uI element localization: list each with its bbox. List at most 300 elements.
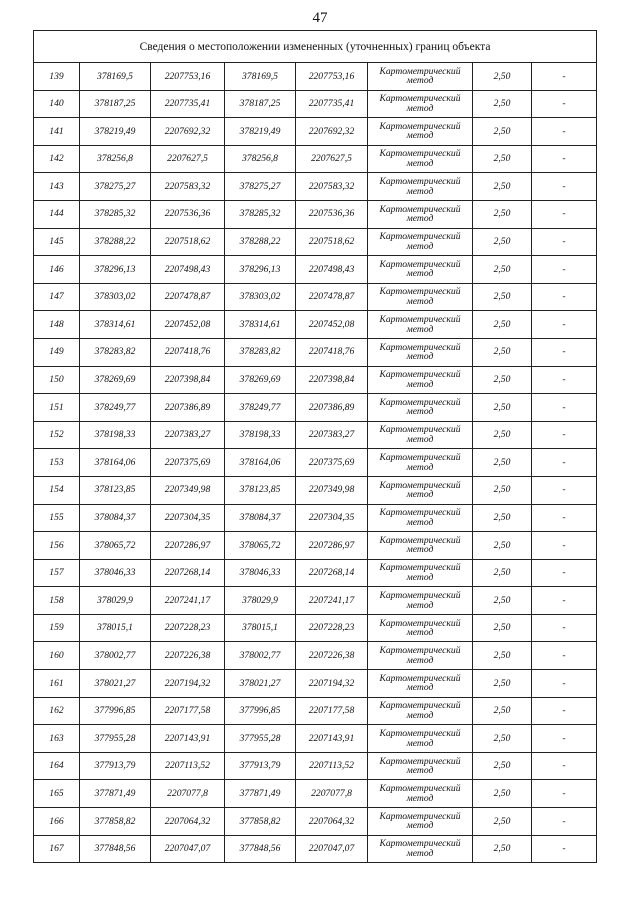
- refined-x: 378015,1: [225, 614, 296, 642]
- existing-x: 377996,85: [80, 697, 151, 725]
- refined-y: 2207383,27: [296, 421, 368, 449]
- refined-x: 378249,77: [225, 394, 296, 422]
- existing-y: 2207753,16: [151, 63, 225, 91]
- refined-x: 378198,33: [225, 421, 296, 449]
- refined-y: 2207418,76: [296, 338, 368, 366]
- method-cell: [368, 283, 473, 311]
- existing-y: 2207064,32: [151, 808, 225, 836]
- existing-y: 2207177,58: [151, 697, 225, 725]
- refined-y: 2207047,07: [296, 835, 368, 863]
- method-line-1: Картометрический: [379, 727, 461, 739]
- method-cell: [368, 449, 473, 477]
- refined-x: 377858,82: [225, 808, 296, 836]
- table-row: [34, 504, 597, 532]
- refined-y: 2207143,91: [296, 725, 368, 753]
- point-number: 163: [34, 725, 80, 753]
- refined-y: 2207064,32: [296, 808, 368, 836]
- existing-x: 378015,1: [80, 614, 151, 642]
- point-number: 139: [34, 63, 80, 91]
- method-line-2: метод: [406, 847, 434, 859]
- existing-x: 378021,27: [80, 670, 151, 698]
- point-number: 150: [34, 366, 80, 394]
- method-line-1: Картометрический: [379, 231, 461, 243]
- accuracy-mt: 2,50: [473, 476, 532, 504]
- existing-y: 2207228,23: [151, 614, 225, 642]
- refined-x: 378256,8: [225, 145, 296, 173]
- method-cell: [368, 228, 473, 256]
- method-cell: [368, 835, 473, 863]
- boundary-table: [33, 30, 597, 863]
- refined-x: 378021,27: [225, 670, 296, 698]
- method-line-2: метод: [406, 682, 434, 694]
- method-line-1: Картометрический: [379, 838, 461, 850]
- point-description: -: [532, 228, 597, 256]
- refined-x: 377848,56: [225, 835, 296, 863]
- point-description: -: [532, 394, 597, 422]
- refined-x: 378314,61: [225, 311, 296, 339]
- method-cell: [368, 256, 473, 284]
- accuracy-mt: 2,50: [473, 725, 532, 753]
- method-line-2: метод: [406, 406, 434, 418]
- table-row: [34, 670, 597, 698]
- existing-y: 2207268,14: [151, 559, 225, 587]
- refined-y: 2207241,17: [296, 587, 368, 615]
- existing-x: 378084,37: [80, 504, 151, 532]
- method-line-1: Картометрический: [379, 479, 461, 491]
- method-line-2: метод: [406, 323, 434, 335]
- refined-x: 378283,82: [225, 338, 296, 366]
- point-number: 141: [34, 118, 80, 146]
- existing-x: 378256,8: [80, 145, 151, 173]
- point-description: -: [532, 366, 597, 394]
- refined-y: 2207077,8: [296, 780, 368, 808]
- accuracy-mt: 2,50: [473, 670, 532, 698]
- existing-x: 378164,06: [80, 449, 151, 477]
- refined-y: 2207753,16: [296, 63, 368, 91]
- existing-y: 2207418,76: [151, 338, 225, 366]
- refined-y: 2207375,69: [296, 449, 368, 477]
- accuracy-mt: 2,50: [473, 642, 532, 670]
- point-number: 160: [34, 642, 80, 670]
- table-row: [34, 449, 597, 477]
- existing-y: 2207398,84: [151, 366, 225, 394]
- accuracy-mt: 2,50: [473, 228, 532, 256]
- refined-x: 378296,13: [225, 256, 296, 284]
- method-cell: [368, 311, 473, 339]
- point-number: 147: [34, 283, 80, 311]
- point-number: 155: [34, 504, 80, 532]
- method-line-2: метод: [406, 296, 434, 308]
- refined-y: 2207583,32: [296, 173, 368, 201]
- method-cell: [368, 670, 473, 698]
- method-cell: [368, 642, 473, 670]
- method-line-1: Картометрический: [379, 176, 461, 188]
- existing-x: 378249,77: [80, 394, 151, 422]
- point-description: -: [532, 118, 597, 146]
- refined-x: 377913,79: [225, 752, 296, 780]
- refined-y: 2207627,5: [296, 145, 368, 173]
- table-row: [34, 90, 597, 118]
- existing-x: 378314,61: [80, 311, 151, 339]
- accuracy-mt: 2,50: [473, 283, 532, 311]
- existing-y: 2207452,08: [151, 311, 225, 339]
- method-line-1: Картометрический: [379, 589, 461, 601]
- existing-y: 2207241,17: [151, 587, 225, 615]
- existing-x: 378046,33: [80, 559, 151, 587]
- method-line-1: Картометрический: [379, 700, 461, 712]
- method-cell: [368, 808, 473, 836]
- refined-x: 377871,49: [225, 780, 296, 808]
- existing-x: 378169,5: [80, 63, 151, 91]
- method-line-2: метод: [406, 268, 434, 280]
- existing-y: 2207286,97: [151, 532, 225, 560]
- method-line-2: метод: [406, 792, 434, 804]
- table-row: [34, 366, 597, 394]
- method-line-1: Картометрический: [379, 396, 461, 408]
- refined-x: 378269,69: [225, 366, 296, 394]
- existing-x: 378187,25: [80, 90, 151, 118]
- point-number: 164: [34, 752, 80, 780]
- accuracy-mt: 2,50: [473, 780, 532, 808]
- method-cell: [368, 145, 473, 173]
- point-description: -: [532, 670, 597, 698]
- existing-y: 2207077,8: [151, 780, 225, 808]
- point-number: 161: [34, 670, 80, 698]
- table-row: [34, 725, 597, 753]
- method-cell: [368, 476, 473, 504]
- point-description: -: [532, 145, 597, 173]
- accuracy-mt: 2,50: [473, 90, 532, 118]
- refined-y: 2207226,38: [296, 642, 368, 670]
- point-description: -: [532, 532, 597, 560]
- point-description: -: [532, 283, 597, 311]
- method-line-1: Картометрический: [379, 120, 461, 132]
- method-line-1: Картометрический: [379, 341, 461, 353]
- method-line-1: Картометрический: [379, 65, 461, 77]
- existing-x: 378123,85: [80, 476, 151, 504]
- refined-x: 378275,27: [225, 173, 296, 201]
- refined-y: 2207177,58: [296, 697, 368, 725]
- method-cell: [368, 559, 473, 587]
- table-row: [34, 421, 597, 449]
- point-number: 149: [34, 338, 80, 366]
- table-row: [34, 532, 597, 560]
- existing-x: 378219,49: [80, 118, 151, 146]
- accuracy-mt: 2,50: [473, 394, 532, 422]
- accuracy-mt: 2,50: [473, 338, 532, 366]
- point-description: -: [532, 697, 597, 725]
- method-line-2: метод: [406, 516, 434, 528]
- existing-y: 2207375,69: [151, 449, 225, 477]
- accuracy-mt: 2,50: [473, 504, 532, 532]
- table-row: [34, 587, 597, 615]
- method-line-1: Картометрический: [379, 424, 461, 436]
- method-line-2: метод: [406, 544, 434, 556]
- method-line-1: Картометрический: [379, 562, 461, 574]
- existing-x: 378198,33: [80, 421, 151, 449]
- table-row: [34, 283, 597, 311]
- table-row: [34, 642, 597, 670]
- table-title: Сведения о местоположении измененных (уточненных) границ объекта: [34, 31, 597, 63]
- method-cell: [368, 394, 473, 422]
- accuracy-mt: 2,50: [473, 587, 532, 615]
- method-line-2: метод: [406, 130, 434, 142]
- method-line-2: метод: [406, 765, 434, 777]
- refined-x: 378002,77: [225, 642, 296, 670]
- point-description: -: [532, 642, 597, 670]
- accuracy-mt: 2,50: [473, 421, 532, 449]
- accuracy-mt: 2,50: [473, 559, 532, 587]
- point-description: -: [532, 835, 597, 863]
- table-row: [34, 780, 597, 808]
- existing-x: 378303,02: [80, 283, 151, 311]
- point-number: 146: [34, 256, 80, 284]
- method-cell: [368, 421, 473, 449]
- method-line-1: Картометрический: [379, 534, 461, 546]
- method-line-1: Картометрический: [379, 672, 461, 684]
- existing-x: 377913,79: [80, 752, 151, 780]
- accuracy-mt: 2,50: [473, 63, 532, 91]
- method-line-1: Картометрический: [379, 783, 461, 795]
- table-row: [34, 835, 597, 863]
- point-number: 148: [34, 311, 80, 339]
- existing-y: 2207383,27: [151, 421, 225, 449]
- point-number: 157: [34, 559, 80, 587]
- method-line-2: метод: [406, 102, 434, 114]
- refined-y: 2207498,43: [296, 256, 368, 284]
- accuracy-mt: 2,50: [473, 173, 532, 201]
- refined-x: 377955,28: [225, 725, 296, 753]
- existing-y: 2207304,35: [151, 504, 225, 532]
- existing-x: 377871,49: [80, 780, 151, 808]
- method-cell: [368, 725, 473, 753]
- refined-y: 2207478,87: [296, 283, 368, 311]
- method-cell: [368, 587, 473, 615]
- method-line-2: метод: [406, 489, 434, 501]
- method-cell: [368, 173, 473, 201]
- existing-y: 2207498,43: [151, 256, 225, 284]
- point-number: 143: [34, 173, 80, 201]
- existing-x: 378275,27: [80, 173, 151, 201]
- existing-x: 378296,13: [80, 256, 151, 284]
- refined-y: 2207692,32: [296, 118, 368, 146]
- method-cell: [368, 63, 473, 91]
- point-description: -: [532, 311, 597, 339]
- existing-x: 378288,22: [80, 228, 151, 256]
- refined-x: 378084,37: [225, 504, 296, 532]
- refined-y: 2207286,97: [296, 532, 368, 560]
- method-cell: [368, 366, 473, 394]
- method-cell: [368, 338, 473, 366]
- existing-y: 2207047,07: [151, 835, 225, 863]
- accuracy-mt: 2,50: [473, 835, 532, 863]
- method-line-1: Картометрический: [379, 645, 461, 657]
- method-line-1: Картометрический: [379, 203, 461, 215]
- refined-x: 378164,06: [225, 449, 296, 477]
- refined-y: 2207536,36: [296, 200, 368, 228]
- method-line-2: метод: [406, 461, 434, 473]
- existing-y: 2207113,52: [151, 752, 225, 780]
- refined-y: 2207113,52: [296, 752, 368, 780]
- point-number: 154: [34, 476, 80, 504]
- accuracy-mt: 2,50: [473, 808, 532, 836]
- table-row: [34, 752, 597, 780]
- table-row: [34, 63, 597, 91]
- accuracy-mt: 2,50: [473, 118, 532, 146]
- method-line-2: метод: [406, 75, 434, 87]
- method-cell: [368, 90, 473, 118]
- point-number: 145: [34, 228, 80, 256]
- existing-y: 2207692,32: [151, 118, 225, 146]
- point-description: -: [532, 63, 597, 91]
- method-cell: [368, 200, 473, 228]
- method-cell: [368, 532, 473, 560]
- existing-x: 377858,82: [80, 808, 151, 836]
- method-cell: [368, 780, 473, 808]
- table-row: [34, 697, 597, 725]
- point-description: -: [532, 338, 597, 366]
- point-number: 167: [34, 835, 80, 863]
- method-line-2: метод: [406, 378, 434, 390]
- point-description: -: [532, 173, 597, 201]
- point-number: 151: [34, 394, 80, 422]
- refined-x: 377996,85: [225, 697, 296, 725]
- point-description: -: [532, 587, 597, 615]
- table-row: [34, 394, 597, 422]
- method-cell: [368, 118, 473, 146]
- existing-x: 378029,9: [80, 587, 151, 615]
- table-row: [34, 173, 597, 201]
- method-line-2: метод: [406, 599, 434, 611]
- existing-y: 2207735,41: [151, 90, 225, 118]
- existing-y: 2207349,98: [151, 476, 225, 504]
- existing-x: 377955,28: [80, 725, 151, 753]
- table-row: [34, 145, 597, 173]
- method-line-1: Картометрический: [379, 755, 461, 767]
- method-cell: [368, 752, 473, 780]
- method-line-1: Картометрический: [379, 148, 461, 160]
- point-number: 153: [34, 449, 80, 477]
- table-row: [34, 614, 597, 642]
- point-number: 165: [34, 780, 80, 808]
- existing-y: 2207536,36: [151, 200, 225, 228]
- refined-y: 2207228,23: [296, 614, 368, 642]
- refined-x: 378303,02: [225, 283, 296, 311]
- table-row: [34, 118, 597, 146]
- table-title-row: [34, 31, 597, 63]
- point-number: 156: [34, 532, 80, 560]
- existing-x: 378285,32: [80, 200, 151, 228]
- accuracy-mt: 2,50: [473, 256, 532, 284]
- point-number: 144: [34, 200, 80, 228]
- point-number: 152: [34, 421, 80, 449]
- method-cell: [368, 504, 473, 532]
- method-cell: [368, 614, 473, 642]
- refined-y: 2207735,41: [296, 90, 368, 118]
- method-line-2: метод: [406, 158, 434, 170]
- existing-x: 378283,82: [80, 338, 151, 366]
- refined-x: 378219,49: [225, 118, 296, 146]
- point-description: -: [532, 614, 597, 642]
- accuracy-mt: 2,50: [473, 366, 532, 394]
- point-description: -: [532, 421, 597, 449]
- existing-y: 2207627,5: [151, 145, 225, 173]
- method-line-2: метод: [406, 434, 434, 446]
- existing-y: 2207386,89: [151, 394, 225, 422]
- point-description: -: [532, 725, 597, 753]
- method-line-2: метод: [406, 351, 434, 363]
- refined-y: 2207304,35: [296, 504, 368, 532]
- refined-x: 378029,9: [225, 587, 296, 615]
- method-line-2: метод: [406, 709, 434, 721]
- method-cell: [368, 697, 473, 725]
- method-line-2: метод: [406, 213, 434, 225]
- refined-y: 2207398,84: [296, 366, 368, 394]
- existing-x: 377848,56: [80, 835, 151, 863]
- table-row: [34, 559, 597, 587]
- accuracy-mt: 2,50: [473, 532, 532, 560]
- point-description: -: [532, 752, 597, 780]
- accuracy-mt: 2,50: [473, 752, 532, 780]
- accuracy-mt: 2,50: [473, 311, 532, 339]
- existing-y: 2207478,87: [151, 283, 225, 311]
- point-description: -: [532, 504, 597, 532]
- table-row: [34, 200, 597, 228]
- accuracy-mt: 2,50: [473, 200, 532, 228]
- existing-x: 378065,72: [80, 532, 151, 560]
- refined-x: 378123,85: [225, 476, 296, 504]
- refined-x: 378187,25: [225, 90, 296, 118]
- table-row: [34, 476, 597, 504]
- method-line-2: метод: [406, 185, 434, 197]
- method-line-1: Картометрический: [379, 507, 461, 519]
- method-line-2: метод: [406, 627, 434, 639]
- point-description: -: [532, 256, 597, 284]
- existing-x: 378002,77: [80, 642, 151, 670]
- refined-x: 378169,5: [225, 63, 296, 91]
- table-row: [34, 256, 597, 284]
- point-number: 159: [34, 614, 80, 642]
- point-description: -: [532, 449, 597, 477]
- method-line-1: Картометрический: [379, 810, 461, 822]
- existing-y: 2207583,32: [151, 173, 225, 201]
- method-line-1: Картометрический: [379, 369, 461, 381]
- table-row: [34, 338, 597, 366]
- existing-y: 2207194,32: [151, 670, 225, 698]
- refined-x: 378288,22: [225, 228, 296, 256]
- point-description: -: [532, 90, 597, 118]
- point-number: 140: [34, 90, 80, 118]
- refined-y: 2207386,89: [296, 394, 368, 422]
- method-line-1: Картометрический: [379, 452, 461, 464]
- refined-y: 2207518,62: [296, 228, 368, 256]
- existing-y: 2207143,91: [151, 725, 225, 753]
- method-line-1: Картометрический: [379, 258, 461, 270]
- point-number: 142: [34, 145, 80, 173]
- method-line-2: метод: [406, 737, 434, 749]
- refined-x: 378065,72: [225, 532, 296, 560]
- method-line-1: Картометрический: [379, 617, 461, 629]
- accuracy-mt: 2,50: [473, 449, 532, 477]
- method-line-2: метод: [406, 571, 434, 583]
- point-number: 158: [34, 587, 80, 615]
- method-line-2: метод: [406, 654, 434, 666]
- point-description: -: [532, 476, 597, 504]
- table-row: [34, 311, 597, 339]
- method-line-2: метод: [406, 240, 434, 252]
- method-line-1: Картометрический: [379, 314, 461, 326]
- accuracy-mt: 2,50: [473, 145, 532, 173]
